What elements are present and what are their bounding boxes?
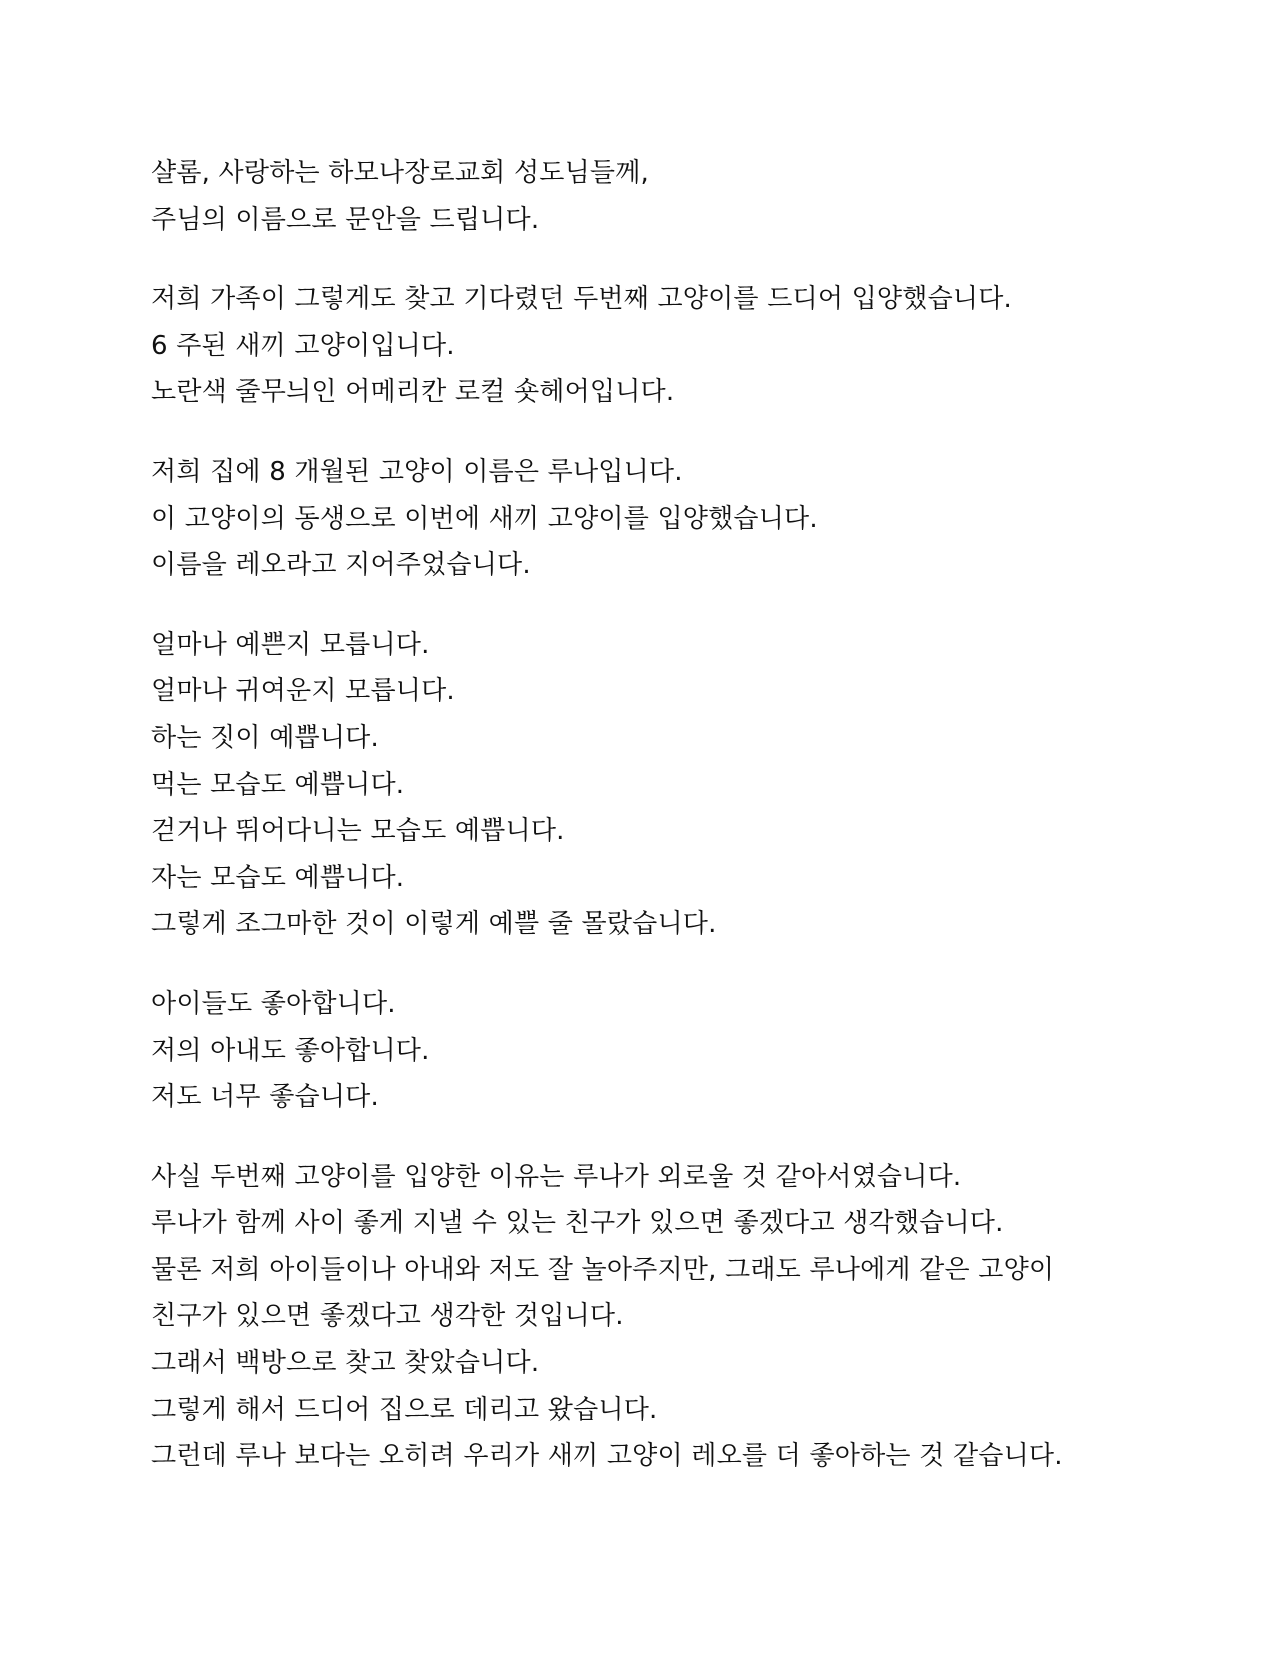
text-line: 6 주된 새끼 고양이입니다.	[151, 330, 455, 361]
text-line: 저희 집에 8 개월된 고양이 이름은 루나입니다.	[151, 456, 683, 487]
paragraph-adoption	[151, 276, 1151, 416]
text-line: 샬롬, 사랑하는 하모나장로교회 성도님들께,	[151, 158, 650, 188]
text-line: 주님의 이름으로 문안을 드립니다.	[151, 204, 540, 235]
text-line: 그런데 루나 보다는 오히려 우리가 새끼 고양이 레오를 더 좋아하는 것 같습니다.	[151, 1441, 1063, 1472]
paragraph-names	[151, 449, 1151, 589]
text-line: 그렇게 조그마한 것이 이렇게 예쁠 줄 몰랐습니다.	[151, 909, 717, 940]
text-line: 얼마나 귀여운지 모릅니다.	[151, 676, 455, 707]
text-line: 저희 가족이 그렇게도 찾고 기다렸던 두번째 고양이를 드디어 입양했습니다.	[151, 284, 1012, 315]
letter-body	[151, 150, 1151, 1513]
text-line: 노란색 줄무늬인 어메리칸 로컬 숏헤어입니다.	[151, 377, 675, 408]
text-line: 이름을 레오라고 지어주었습니다.	[151, 550, 531, 581]
paragraph-reason	[151, 1154, 1151, 1480]
text-line: 먹는 모습도 예쁩니다.	[151, 769, 405, 800]
text-line: 그렇게 해서 드디어 집으로 데리고 왔습니다.	[151, 1394, 658, 1425]
text-line: 자는 모습도 예쁩니다.	[151, 862, 405, 893]
paragraph-family	[151, 981, 1151, 1121]
text-line: 그래서 백방으로 찾고 찾았습니다.	[151, 1348, 540, 1379]
text-line: 얼마나 예쁜지 모릅니다.	[151, 629, 430, 660]
text-line: 하는 짓이 예쁩니다.	[151, 722, 379, 753]
paragraph-greeting	[151, 150, 1151, 243]
text-line: 친구가 있으면 좋겠다고 생각한 것입니다.	[151, 1301, 624, 1332]
text-line: 이 고양이의 동생으로 이번에 새끼 고양이를 입양했습니다.	[151, 503, 818, 534]
text-line: 물론 저희 아이들이나 아내와 저도 잘 놀아주지만, 그래도 루나에게 같은 고양이	[151, 1254, 1055, 1285]
text-line: 아이들도 좋아합니다.	[151, 988, 396, 1019]
text-line: 사실 두번째 고양이를 입양한 이유는 루나가 외로울 것 같아서였습니다.	[151, 1161, 962, 1192]
paragraph-cuteness	[151, 622, 1151, 948]
text-line: 저도 너무 좋습니다.	[151, 1082, 379, 1113]
text-line: 저의 아내도 좋아합니다.	[151, 1035, 430, 1066]
text-line: 루나가 함께 사이 좋게 지낼 수 있는 친구가 있으면 좋겠다고 생각했습니다.	[151, 1208, 1004, 1239]
text-line: 걷거나 뛰어다니는 모습도 예쁩니다.	[151, 816, 565, 847]
